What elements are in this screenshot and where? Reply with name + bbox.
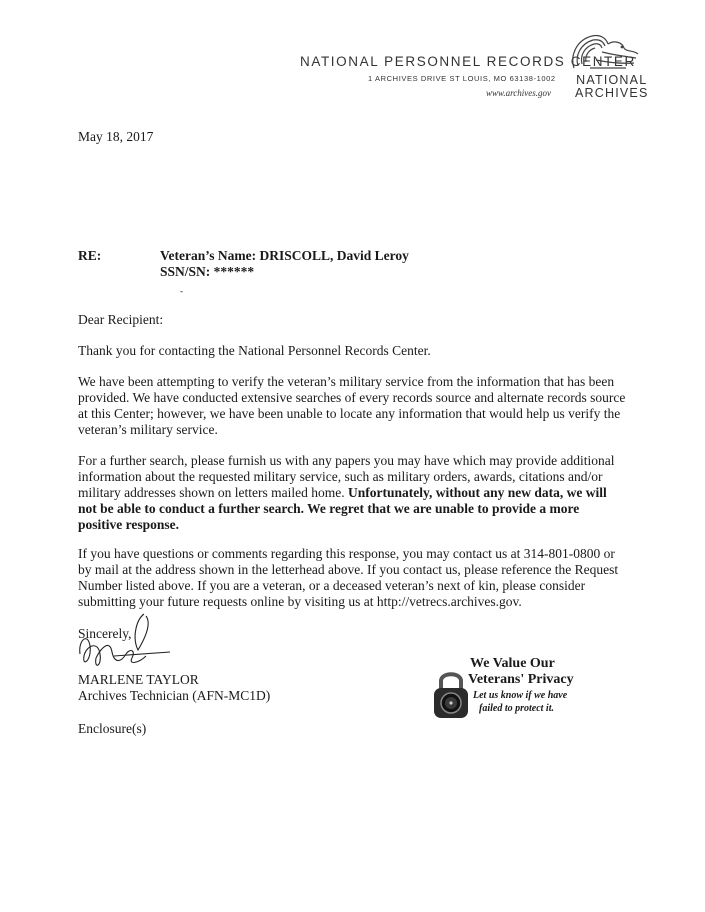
wordmark-line2: ARCHIVES <box>575 86 649 100</box>
letter-date: May 18, 2017 <box>78 129 154 144</box>
re-details <box>160 248 409 280</box>
privacy-badge-line3: Let us know if we have <box>473 690 568 701</box>
greeting: Dear Recipient: <box>78 312 164 327</box>
privacy-badge-line4: failed to protect it. <box>479 703 554 714</box>
padlock-icon <box>430 668 472 720</box>
stray-mark: - <box>180 286 183 296</box>
wordmark-line1: NATIONAL <box>576 73 648 87</box>
paragraph-3-bold-text: Unfortunately, without any new data, we will not be able to conduct a further search. We regret that we are unable to provide a more positive response. <box>78 485 607 532</box>
privacy-badge-line2: Veterans' Privacy <box>468 672 574 687</box>
paragraph-1: Thank you for contacting the National Personnel Records Center. <box>78 343 431 358</box>
national-archives-eagle-logo <box>566 30 642 72</box>
signer-name: MARLENE TAYLOR <box>78 672 199 687</box>
paragraph-3 <box>78 453 626 533</box>
privacy-badge-line1: We Value Our <box>470 656 555 671</box>
ssn-line: SSN/SN: ****** <box>160 264 255 279</box>
letterhead-website: www.archives.gov <box>486 88 551 98</box>
paragraph-4: If you have questions or comments regarding this response, you may contact us at 314-801-0800 or by mail at the address shown in the letterhead above. If you contact us, please reference the Request Number listed above. If you are a veteran, or a deceased veteran’s next of kin, please consider submitting your future requests online by visiting us at http://vetrecs.archives.gov. <box>78 546 619 609</box>
closing-salutation: Sincerely, <box>78 626 132 641</box>
letterhead-org-name: NATIONAL PERSONNEL RECORDS CENTER <box>300 54 636 69</box>
signer-title: Archives Technician (AFN-MC1D) <box>78 688 271 703</box>
national-archives-wordmark <box>575 74 649 100</box>
letterhead-address: 1 ARCHIVES DRIVE ST LOUIS, MO 63138-1002 <box>368 74 556 83</box>
paragraph-2: We have been attempting to verify the veteran’s military service from the information that has been provided. We have conducted extensive searches of every records source and alternate records source at this Center; however, we have been unable to locate any information that would help us verify the veteran’s military service. <box>78 374 626 437</box>
re-label: RE: <box>78 248 102 263</box>
paragraph-3-text: For a further search, please furnish us with any papers you may have which may provide additional information about the requested military service, such as military orders, awards, citations and/or military addresses shown on letters mailed home. <box>78 453 615 500</box>
enclosure-note: Enclosure(s) <box>78 721 147 736</box>
veteran-name-line: Veteran’s Name: DRISCOLL, David Leroy <box>160 248 409 263</box>
